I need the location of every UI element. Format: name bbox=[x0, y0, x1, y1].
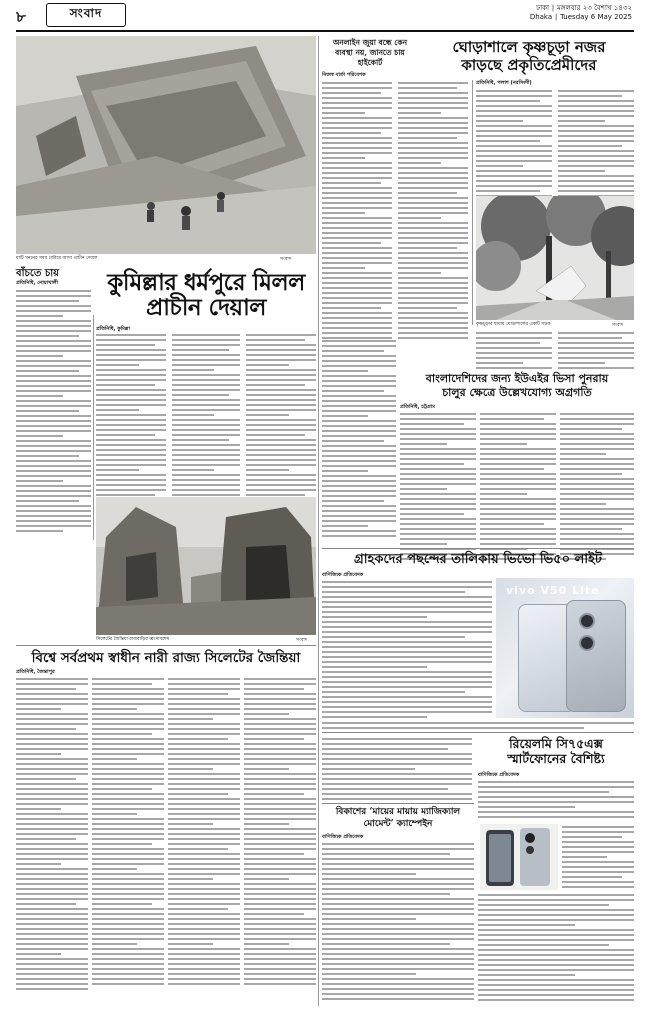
jaintia-ruins-photo bbox=[96, 497, 316, 635]
jaintia-story-body-col1 bbox=[16, 678, 88, 993]
vivo-story-body-cont bbox=[322, 722, 634, 732]
krishnachura-photo-art bbox=[476, 196, 634, 320]
court-headline-line3: হাইকোর্ট bbox=[357, 58, 383, 67]
realme-story-body-side bbox=[562, 826, 634, 891]
date-english: Dhaka ∣ Tuesday 6 May 2025 bbox=[529, 13, 632, 21]
court-story-body-col1 bbox=[322, 82, 392, 342]
jaintia-story-headline: বিশ্বে সর্বপ্রথম স্বাধীন নারী রাজ্য সিলেটের জৈন্তিয়া bbox=[31, 650, 301, 666]
newspaper-logo: সংবাদ bbox=[46, 3, 126, 27]
visa-story-body-col1 bbox=[400, 413, 476, 563]
court-story-byline: নিজস্ব বার্তা পরিবেশক bbox=[322, 72, 366, 78]
visa-story-byline: প্রতিনিধি, চট্টগ্রাম bbox=[400, 404, 436, 410]
visa-headline-line2: চালুর ক্ষেত্রে উল্লেখযোগ্য অগ্রগতি bbox=[442, 386, 592, 399]
realme-phone-art bbox=[480, 824, 558, 890]
masthead-rule bbox=[16, 30, 634, 32]
vivo-story-body-lower bbox=[322, 738, 472, 803]
page-number: ৮ bbox=[16, 8, 26, 26]
camera-lens-icon bbox=[579, 613, 595, 629]
section-rule bbox=[322, 548, 634, 549]
comilla-story-body-col2 bbox=[172, 334, 240, 519]
vivo-ad-brand: vivo V50 Lite bbox=[506, 584, 600, 597]
court-story-body-col2 bbox=[398, 82, 468, 342]
bikash-story-byline: বাণিজ্যিক প্রতিবেদক bbox=[322, 834, 364, 840]
dateline bbox=[530, 4, 632, 22]
section-rule bbox=[322, 732, 634, 733]
excavation-photo-credit: সংবাদ bbox=[280, 257, 292, 262]
date-bengali: ঢাকা ∣ মঙ্গলবার ২৩ বৈশাখ ১৪৩২ bbox=[536, 4, 632, 12]
realme-headline-line2: স্মার্টফোনের বৈশিষ্ট্য bbox=[507, 751, 605, 766]
comilla-story-byline: প্রতিনিধি, কুমিল্লা bbox=[96, 326, 130, 332]
comilla-headline-line2: প্রাচীন দেয়াল bbox=[146, 294, 266, 321]
masthead bbox=[0, 0, 650, 34]
ghorashal-story-body-col4 bbox=[558, 332, 634, 372]
jaintia-photo-caption: সিলেটের জৈন্তিয়া রাজবাড়ির ধ্বংসাবশেষ bbox=[96, 637, 170, 642]
vivo-story-headline: গ্রাহকদের পছন্দের তালিকায় ভিভো ভি৫০ লাইট bbox=[354, 552, 602, 567]
bikash-headline-line1: বিকাশের ‘মায়ের মায়ায় ম্যাজিক্যাল bbox=[335, 807, 461, 817]
jaintia-photo-credit: সংবাদ bbox=[296, 638, 308, 643]
column-divider bbox=[93, 315, 94, 540]
section-rule bbox=[322, 803, 474, 804]
column-divider bbox=[472, 80, 473, 325]
realme-story-headline bbox=[478, 736, 634, 766]
tea-story-headline: বাঁচতে চায় bbox=[16, 268, 60, 279]
ghorashal-story-headline bbox=[424, 38, 634, 74]
jaintia-story-body-col2 bbox=[92, 678, 164, 988]
excavation-photo-art bbox=[16, 36, 316, 254]
excavation-photo bbox=[16, 36, 316, 254]
camera-lens-icon bbox=[579, 635, 595, 651]
phone-back bbox=[566, 600, 626, 712]
court-headline-line1: অনলাইন জুয়া বন্ধে কেন bbox=[332, 38, 408, 47]
realme-phone-photo bbox=[480, 824, 558, 890]
realme-headline-line1: রিয়েলমি সি৭৫এক্স bbox=[509, 736, 603, 751]
visa-story-body-col2 bbox=[480, 413, 556, 563]
comilla-story-headline bbox=[96, 270, 316, 320]
court-story-body-col3 bbox=[322, 340, 396, 540]
bikash-story-headline bbox=[322, 806, 474, 830]
ghorashal-story-body-col3 bbox=[476, 332, 552, 372]
visa-story-body-col3 bbox=[560, 413, 634, 563]
visa-story-headline bbox=[400, 372, 634, 400]
visa-headline-line1: বাংলাদেশিদের জন্য ইউএইর ভিসা পুনরায় bbox=[425, 372, 609, 385]
comilla-story-body-col3 bbox=[246, 334, 316, 519]
jaintia-ruins-photo-art bbox=[96, 497, 316, 635]
realme-story-body-bottom bbox=[478, 894, 634, 1004]
vivo-story-byline: বাণিজ্যিক প্রতিবেদক bbox=[322, 572, 364, 578]
bikash-headline-line2: মোমেন্ট’ ক্যাম্পেইন bbox=[363, 819, 433, 829]
vivo-story-body bbox=[322, 581, 492, 721]
jaintia-story-body-col4 bbox=[244, 678, 316, 988]
bikash-story-body bbox=[322, 843, 474, 1003]
krishnachura-photo-credit: সংবাদ bbox=[612, 323, 624, 328]
tea-story-byline: প্রতিনিধি, নোয়াখালী bbox=[16, 280, 58, 286]
comilla-story-body-col1 bbox=[96, 334, 166, 519]
realme-story-byline: বাণিজ্যিক প্রতিবেদক bbox=[478, 772, 520, 778]
court-headline-line2: ব্যবস্থা নয়, জানতে চায় bbox=[335, 48, 405, 57]
comilla-headline-line1: কুমিল্লার ধর্মপুরে মিলল bbox=[107, 269, 305, 296]
krishnachura-photo bbox=[476, 196, 634, 320]
jaintia-story-byline: প্রতিনিধি, জৈন্তাপুর bbox=[16, 669, 55, 675]
ghorashal-story-byline: প্রতিনিধি, পলাশ (নরসিংদী) bbox=[476, 80, 532, 86]
jaintia-story-body-col3 bbox=[168, 678, 240, 988]
ghorashal-headline-line1: ঘোড়াশালে কৃষ্ণচূড়া নজর bbox=[452, 38, 606, 56]
ghorashal-story-body-col2 bbox=[558, 90, 634, 200]
ghorashal-story-body-col1 bbox=[476, 90, 552, 200]
vivo-phone-ad bbox=[496, 578, 634, 718]
ghorashal-headline-line2: কাড়ছে প্রকৃতিপ্রেমীদের bbox=[461, 56, 597, 74]
tea-story-body bbox=[16, 290, 91, 535]
section-rule bbox=[16, 645, 316, 646]
krishnachura-photo-caption: কৃষ্ণচূড়ার ছায়ায় ঘোড়াশালের একটি সড়ক bbox=[476, 322, 551, 327]
court-story-headline bbox=[322, 38, 418, 68]
excavation-photo-caption: মাটি খননের সময় বেরিয়ে আসা প্রাচীন দেয়াল bbox=[16, 256, 98, 261]
realme-story-body-top bbox=[478, 781, 634, 821]
column-divider bbox=[318, 36, 319, 1006]
